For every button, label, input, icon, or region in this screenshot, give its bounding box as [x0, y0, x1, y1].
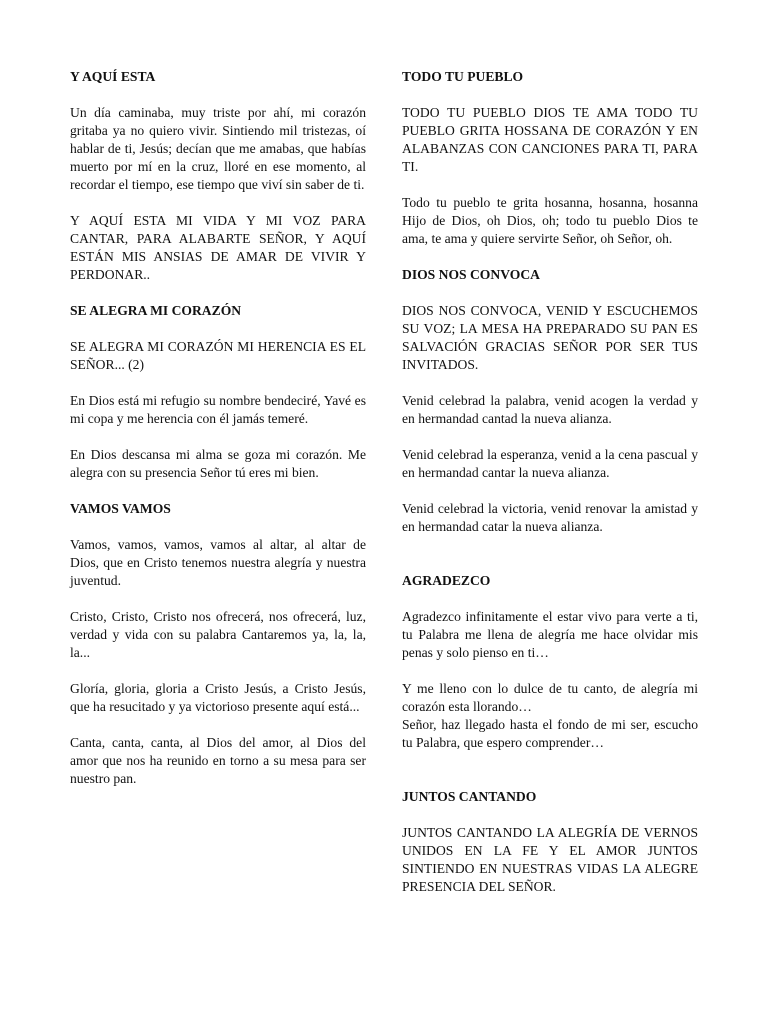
song-verse: Cristo, Cristo, Cristo nos ofrecerá, nos ofrecerá, luz, verdad y vida con su palabra Cantaremos ya, la, la, la... — [70, 609, 366, 660]
song-verse: En Dios está mi refugio su nombre bendeciré, Yavé es mi copa y me herencia con él jamás temeré. — [70, 393, 366, 426]
song-title: TODO TU PUEBLO — [402, 69, 524, 84]
song-title: AGRADEZCO — [402, 573, 491, 588]
song-verse: Venid celebrad la victoria, venid renovar la amistad y en hermandad catar la nueva alianza. — [402, 501, 698, 534]
song-chorus: TODO TU PUEBLO DIOS TE AMA TODO TU PUEBLO GRITA HOSSANA DE CORAZÓN Y EN ALABANZAS CON CANCIONES PARA TI, PARA TI. — [402, 105, 698, 174]
song-verse: Vamos, vamos, vamos, vamos al altar, al altar de Dios, que en Cristo tenemos nuestra alegría y nuestra juventud. — [70, 537, 366, 588]
song-y-aqui-esta — [70, 68, 366, 284]
song-title: SE ALEGRA MI CORAZÓN — [70, 303, 242, 318]
song-verse: Gloría, gloria, gloria a Cristo Jesús, a Cristo Jesús, que ha resucitado y ya victorioso presente aquí está... — [70, 681, 366, 714]
song-verse: Un día caminaba, muy triste por ahí, mi corazón gritaba ya no quiero vivir. Sintiendo mil tristezas, oí hablar de ti, Jesús; decían que me amabas, que habías muerto por mí en la cruz, lloré en ese momento, al recordar el tiempo, ese tiempo que viví sin saber de ti. — [70, 105, 366, 192]
song-juntos-cantando — [402, 788, 698, 896]
song-verse: Y me lleno con lo dulce de tu canto, de alegría mi corazón esta llorando… Señor, haz llegado hasta el fondo de mi ser, escucho tu Palabra, que espero comprender… — [402, 681, 698, 750]
song-verse: En Dios descansa mi alma se goza mi corazón. Me alegra con su presencia Señor tú eres mi bien. — [70, 447, 366, 480]
song-verse: Venid celebrad la palabra, venid acogen la verdad y en hermandad cantad la nueva alianza. — [402, 393, 698, 426]
song-title: JUNTOS CANTANDO — [402, 789, 537, 804]
song-agradezco — [402, 572, 698, 752]
song-dios-nos-convoca — [402, 266, 698, 536]
song-se-alegra-mi-corazon — [70, 302, 366, 482]
song-verse: Venid celebrad la esperanza, venid a la cena pascual y en hermandad cantar la nueva alianza. — [402, 447, 698, 480]
song-chorus: SE ALEGRA MI CORAZÓN MI HERENCIA ES EL SEÑOR... (2) — [70, 339, 366, 372]
song-verse: Agradezco infinitamente el estar vivo para verte a ti, tu Palabra me llena de alegría me hace olvidar mis penas y solo pienso en ti… — [402, 609, 698, 660]
song-chorus: Y AQUÍ ESTA MI VIDA Y MI VOZ PARA CANTAR, PARA ALABARTE SEÑOR, Y AQUÍ ESTÁN MIS ANSIAS DE AMAR DE VIVIR Y PERDONAR.. — [70, 213, 366, 282]
left-column — [70, 68, 366, 806]
song-todo-tu-pueblo — [402, 68, 698, 248]
song-verse: Todo tu pueblo te grita hosanna, hosanna, hosanna Hijo de Dios, oh Dios, oh; todo tu pueblo Dios te ama, te ama y quiere servirte Señor, oh Señor, oh. — [402, 195, 698, 246]
song-title: Y AQUÍ ESTA — [70, 69, 156, 84]
song-chorus: JUNTOS CANTANDO LA ALEGRÍA DE VERNOS UNIDOS EN LA FE Y EL AMOR JUNTOS SINTIENDO EN NUESTRAS VIDAS LA ALEGRE PRESENCIA DEL SEÑOR. — [402, 825, 698, 894]
song-chorus: DIOS NOS CONVOCA, VENID Y ESCUCHEMOS SU VOZ; LA MESA HA PREPARADO SU PAN ES SALVACIÓN GRACIAS SEÑOR POR SER TUS INVITADOS. — [402, 303, 698, 372]
song-title: DIOS NOS CONVOCA — [402, 267, 540, 282]
song-verse: Canta, canta, canta, al Dios del amor, al Dios del amor que nos ha reunido en torno a su mesa para ser nuestro pan. — [70, 735, 366, 786]
right-column — [402, 68, 698, 914]
song-vamos-vamos — [70, 500, 366, 788]
song-title: VAMOS VAMOS — [70, 501, 171, 516]
